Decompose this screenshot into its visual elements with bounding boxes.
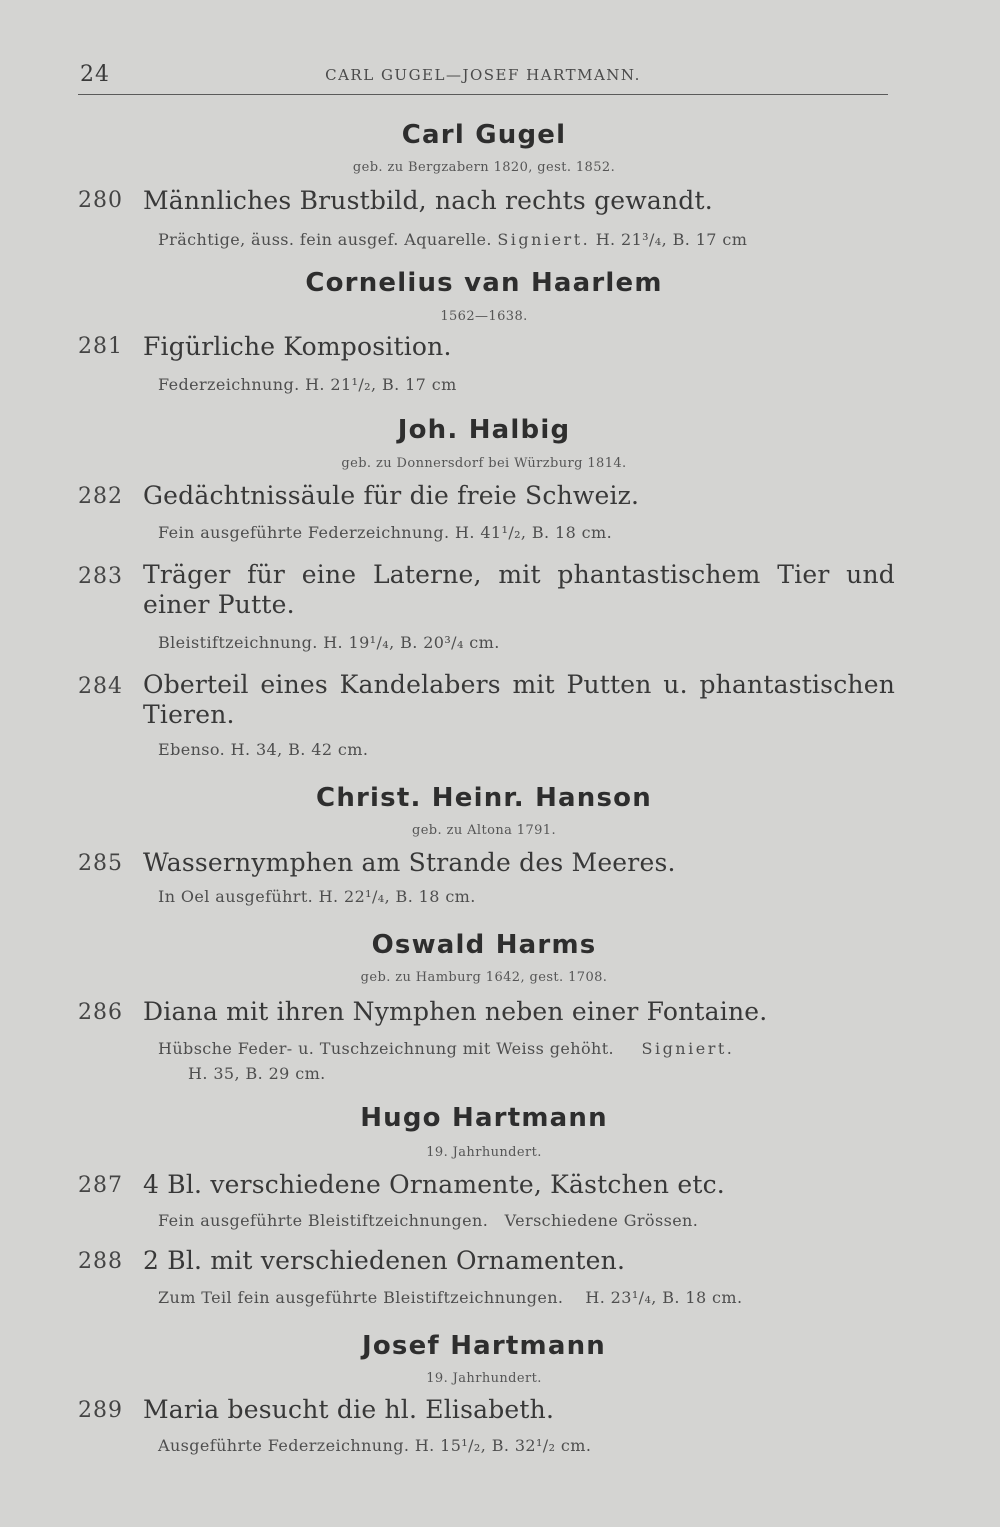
lot-number: 286: [78, 1000, 123, 1025]
lot-description: Fein ausgeführte Bleistiftzeichnungen. Verschiedene Grössen.: [158, 1211, 699, 1230]
page-number: 24: [80, 62, 110, 87]
lot-title: Träger für eine Laterne, mit phantastischem Tier und einer Putte.: [143, 560, 895, 619]
dimensions: H. 41¹/₂, B. 18 cm.: [455, 523, 613, 542]
artist-name: Hugo Hartmann: [360, 1103, 608, 1133]
artist-dates: 19. Jahrhundert.: [426, 1145, 542, 1160]
artist-name: Cornelius van Haarlem: [305, 268, 663, 298]
artist-dates: geb. zu Hamburg 1642, gest. 1708.: [360, 970, 608, 985]
lot-description: In Oel ausgeführt. H. 22¹/₄, B. 18 cm.: [158, 887, 476, 906]
dimensions: H. 21³/₄, B. 17 cm: [595, 230, 748, 249]
dimensions: H. 21¹/₂, B. 17 cm: [305, 375, 457, 394]
dimensions: H. 19¹/₄, B. 20³/₄ cm.: [323, 633, 500, 652]
lot-title: Gedächtnissäule für die freie Schweiz.: [143, 481, 640, 510]
lot-number: 288: [78, 1249, 123, 1274]
dimensions: H. 15¹/₂, B. 32¹/₂ cm.: [414, 1436, 592, 1455]
lot-number: 280: [78, 188, 123, 213]
dimensions: H. 34, B. 42 cm.: [230, 740, 369, 759]
artist-name: Oswald Harms: [371, 930, 597, 960]
artist-dates: 19. Jahrhundert.: [426, 1371, 542, 1386]
artist-name: Carl Gugel: [401, 120, 567, 150]
lot-number: 282: [78, 484, 123, 509]
dimensions: H. 23¹/₄, B. 18 cm.: [585, 1288, 743, 1307]
dimensions: H. 35, B. 29 cm.: [188, 1064, 326, 1083]
lot-title: Maria besucht die hl. Elisabeth.: [143, 1395, 555, 1424]
lot-title: Wassernymphen am Strande des Meeres.: [143, 848, 676, 877]
signature-note: Signiert.: [641, 1039, 735, 1058]
lot-description: Zum Teil fein ausgeführte Bleistiftzeichnungen. H. 23¹/₄, B. 18 cm.: [158, 1288, 743, 1307]
lot-number: 283: [78, 564, 123, 589]
lot-number: 289: [78, 1398, 123, 1423]
lot-description: Ebenso. H. 34, B. 42 cm.: [158, 740, 369, 759]
dimensions: Verschiedene Grössen.: [504, 1211, 699, 1230]
lot-number: 287: [78, 1173, 123, 1198]
lot-title: 2 Bl. mit verschiedenen Ornamenten.: [143, 1246, 626, 1275]
lot-description: Fein ausgeführte Federzeichnung. H. 41¹/₂, B. 18 cm.: [158, 523, 613, 542]
artist-dates: geb. zu Bergzabern 1820, gest. 1852.: [352, 160, 616, 175]
lot-description: Federzeichnung. H. 21¹/₂, B. 17 cm: [158, 375, 457, 394]
artist-name: Joh. Halbig: [397, 415, 571, 445]
lot-number: 285: [78, 851, 123, 876]
artist-dates: geb. zu Donnersdorf bei Würzburg 1814.: [341, 456, 627, 471]
running-head: [78, 60, 888, 95]
signature-note: Signiert.: [497, 230, 591, 249]
artist-dates: 1562—1638.: [440, 309, 528, 324]
artist-name: Christ. Heinr. Hanson: [316, 783, 652, 813]
lot-title: Figürliche Komposition.: [143, 332, 452, 361]
lot-number: 281: [78, 334, 123, 359]
lot-description: Hübsche Feder- u. Tuschzeichnung mit Weiss gehöht. Signiert. H. 35, B. 29 cm.: [158, 1039, 735, 1083]
lot-description: Bleistiftzeichnung. H. 19¹/₄, B. 20³/₄ cm.: [158, 633, 500, 652]
lot-title: Männliches Brustbild, nach rechts gewandt.: [143, 186, 713, 215]
dimensions: H. 22¹/₄, B. 18 cm.: [318, 887, 476, 906]
lot-title: 4 Bl. verschiedene Ornamente, Kästchen etc.: [143, 1170, 725, 1199]
lot-number: 284: [78, 674, 123, 699]
lot-description: Ausgeführte Federzeichnung. H. 15¹/₂, B. 32¹/₂ cm.: [158, 1436, 592, 1455]
running-head-title: CARL GUGEL—JOSEF HARTMANN.: [325, 66, 641, 84]
lot-description: Prächtige, äuss. fein ausgef. Aquarelle. Signiert. H. 21³/₄, B. 17 cm: [158, 230, 748, 249]
artist-dates: geb. zu Altona 1791.: [411, 823, 557, 838]
artist-name: Josef Hartmann: [361, 1331, 607, 1361]
lot-title: Diana mit ihren Nymphen neben einer Fontaine.: [143, 997, 768, 1026]
lot-title: Oberteil eines Kandelabers mit Putten u. phantastischen Tieren.: [143, 670, 895, 729]
